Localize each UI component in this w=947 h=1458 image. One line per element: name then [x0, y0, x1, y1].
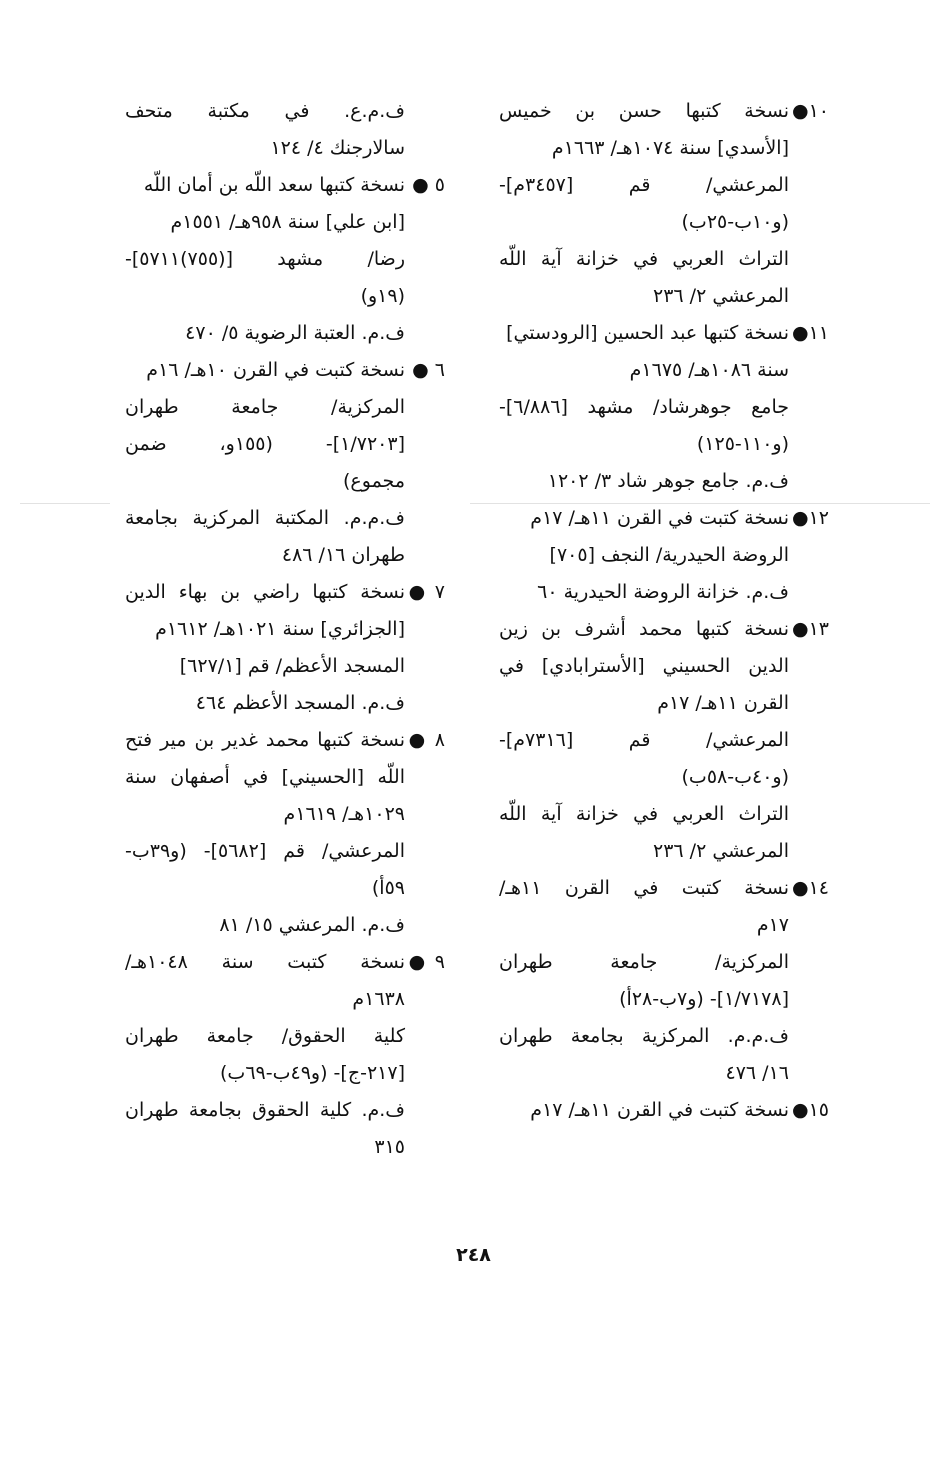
entry-text: مجموع)	[343, 470, 405, 492]
entry-line	[499, 907, 829, 944]
entry-heading-line	[499, 1092, 829, 1129]
page-number: ٢٤٨	[456, 1244, 491, 1266]
left-column	[125, 93, 445, 1166]
entry-line	[125, 500, 445, 537]
entry-line	[125, 648, 445, 685]
entry-text: [ابن علي] سنة ٩٥٨هـ/ ١٥٥١م	[170, 211, 405, 233]
entry-heading-line	[125, 167, 445, 204]
entry-text: نسخة كتبت في القرن ١٠هـ/ ١٦م	[146, 359, 405, 381]
entry-text: (و١٠ب-٢٥ب)	[681, 211, 789, 233]
entry-line	[125, 981, 445, 1018]
entry-line	[125, 389, 445, 426]
entry-heading-line	[125, 574, 445, 611]
entry-line	[499, 426, 829, 463]
entry-line	[499, 833, 829, 870]
entry-text: ١٦/ ٤٧٦	[725, 1062, 789, 1084]
entry-line	[499, 352, 829, 389]
entry-line	[499, 204, 829, 241]
entry-text: ف.م. المرعشي ١٥/ ٨١	[219, 914, 405, 936]
entry-number: ٥ ●	[412, 174, 445, 196]
entry-text: المسجد الأعظم/ قم [٦٢٧/١]	[179, 655, 405, 677]
entry-text: اللّه [الحسيني] في أصفهان سنة	[125, 766, 405, 788]
entry-line	[125, 463, 445, 500]
entry-line	[125, 833, 445, 870]
entry-number: ٧ ●	[405, 581, 445, 603]
entry-text: نسخة كتبها حسن بن خميس	[499, 100, 789, 122]
entry-heading-line	[499, 315, 829, 352]
entry-line	[125, 870, 445, 907]
entry-heading-line	[499, 93, 829, 130]
entry-number: ٩ ●	[405, 951, 445, 973]
entry-line	[499, 981, 829, 1018]
entry-text: [الجزائري] سنة ١٠٢١هـ/ ١٦١٢م	[155, 618, 405, 640]
entry-text: نسخة كتبت في القرن ١١هـ/	[499, 877, 789, 899]
entry-line	[125, 130, 445, 167]
entry-line	[125, 796, 445, 833]
entry-number: ٨ ●	[405, 729, 445, 751]
entry-text: ٣١٥	[374, 1136, 405, 1158]
entry-text: كلية الحقوق/ جامعة طهران	[125, 1025, 405, 1047]
entry-heading-line	[125, 944, 445, 981]
entry-text: المرعشي/ قم [٥٦٨٢]- (و٣٩ب-	[125, 840, 405, 862]
entry-text: المركزية/ جامعة طهران	[125, 396, 405, 418]
entry-text: المرعشي/ قم [٣٤٥٧م]-	[499, 174, 789, 196]
entry-line	[125, 278, 445, 315]
entry-heading-line	[499, 870, 829, 907]
entry-text: ف.م.م. المركزية بجامعة طهران	[499, 1025, 789, 1047]
entry-text: (و٤٠ب-٥٨ب)	[681, 766, 789, 788]
entry-line	[499, 944, 829, 981]
entry-number: ١٠●	[789, 100, 829, 122]
entry-text: ٥٩أ)	[371, 877, 405, 899]
entry-line	[125, 1129, 445, 1166]
entry-line	[125, 426, 445, 463]
entry-text: نسخة كتبت سنة ١٠٤٨هـ/	[125, 951, 405, 973]
entry-text: سنة ١٠٨٦هـ/ ١٦٧٥م	[629, 359, 789, 381]
entry-line	[499, 1055, 829, 1092]
entry-heading-line	[499, 611, 829, 648]
entry-line	[125, 1055, 445, 1092]
faint-scan-rule-left	[20, 503, 110, 504]
entry-text: ف.م. المسجد الأعظم ٤٦٤	[195, 692, 405, 714]
entry-text: التراث العربي في خزانة آية اللّه	[499, 803, 789, 825]
entry-text: طهران ١٦/ ٤٨٦	[281, 544, 405, 566]
entry-line	[125, 537, 445, 574]
entry-text: (١٩و)	[360, 285, 405, 307]
entry-text: جامع جوهرشاد/ مشهد [٦/٨٨٦]-	[499, 396, 789, 418]
entry-text: الدين الحسيني [الأسترابادي] في	[499, 655, 789, 677]
entry-text: المرعشي/ قم [٧٣١٦م]-	[499, 729, 789, 751]
entry-line	[499, 685, 829, 722]
entry-line	[499, 130, 829, 167]
entry-text: نسخة كتبها محمد أشرف بن زين	[499, 618, 789, 640]
entry-text: ف.م. كلية الحقوق بجامعة طهران	[125, 1099, 405, 1121]
entry-text: ف.م.م. المكتبة المركزية بجامعة	[125, 507, 405, 529]
entry-number: ١٤●	[789, 877, 829, 899]
entry-line	[499, 574, 829, 611]
entry-text: [الأسدي] سنة ١٠٧٤هـ/ ١٦٦٣م	[551, 137, 789, 159]
entry-text: المرعشي ٢/ ٢٣٦	[653, 285, 789, 307]
entry-text: نسخة كتبت في القرن ١١هـ/ ١٧م	[530, 1099, 789, 1121]
entry-line	[125, 204, 445, 241]
entry-line	[499, 759, 829, 796]
entry-line	[499, 278, 829, 315]
entry-text: ١٠٢٩هـ/ ١٦١٩م	[283, 803, 405, 825]
entry-number: ٦ ●	[412, 359, 445, 381]
entry-line	[499, 537, 829, 574]
entry-text: ١٦٣٨م	[352, 988, 405, 1010]
entry-line	[125, 93, 445, 130]
entry-text: ف.م.ع. في مكتبة متحف	[125, 100, 405, 122]
entry-number: ١٢●	[791, 507, 829, 529]
entry-line	[499, 796, 829, 833]
entry-heading-line	[125, 722, 445, 759]
entry-text: نسخة كتبت في القرن ١١هـ/ ١٧م	[530, 507, 789, 529]
entry-line	[125, 1092, 445, 1129]
entry-line	[499, 463, 829, 500]
entry-line	[499, 167, 829, 204]
entry-text: التراث العربي في خزانة آية اللّه	[499, 248, 789, 270]
entry-line	[499, 648, 829, 685]
entry-text: نسخة كتبها راضي بن بهاء الدين	[125, 581, 405, 603]
entry-text: القرن ١١هـ/ ١٧م	[657, 692, 789, 714]
entry-line	[125, 241, 445, 278]
entry-text: ١٧م	[756, 914, 789, 936]
entry-text: المرعشي ٢/ ٢٣٦	[653, 840, 789, 862]
entry-text: نسخة كتبها محمد غدير بن مير فتح	[125, 729, 405, 751]
entry-text: ف.م. العتبة الرضوية ٥/ ٤٧٠	[185, 322, 405, 344]
entry-line	[499, 1018, 829, 1055]
right-column	[499, 93, 829, 1129]
entry-text: نسخة كتبها عبد الحسين [الرودستي]	[506, 322, 789, 344]
entry-heading-line	[125, 352, 445, 389]
entry-heading-line	[499, 500, 829, 537]
entry-line	[125, 759, 445, 796]
entry-line	[125, 315, 445, 352]
entry-text: ف.م. خزانة الروضة الحيدرية ٦٠	[537, 581, 789, 603]
entry-number: ١١●	[791, 322, 829, 344]
entry-text: [١/٧١٧٨]- (و٧ب-٢٨أ)	[619, 988, 789, 1010]
entry-text: الروضة الحيدرية/ النجف [٧٠٥]	[549, 544, 789, 566]
entry-line	[499, 722, 829, 759]
entry-text: (و١١٠-١٢٥)	[696, 433, 789, 455]
entry-line	[125, 907, 445, 944]
entry-text: ف.م. جامع جوهر شاد ٣/ ١٢٠٢	[547, 470, 789, 492]
entry-text: [٢١٧-ج]- (و٤٩ب-٦٩ب)	[220, 1062, 405, 1084]
entry-line	[125, 1018, 445, 1055]
entry-text: سالارجنك ٤/ ١٢٤	[270, 137, 405, 159]
entry-text: رضا/ مشهد [(٧٥٥)٥٧١١]-	[125, 248, 405, 270]
entry-line	[125, 611, 445, 648]
entry-number: ١٥●	[791, 1099, 829, 1121]
entry-number: ١٣●	[789, 618, 829, 640]
entry-text: نسخة كتبها سعد اللّه بن أمان اللّه	[143, 174, 405, 196]
entry-line	[499, 241, 829, 278]
entry-line	[125, 685, 445, 722]
entry-line	[499, 389, 829, 426]
entry-text: [١/٧٢٠٣]- (١٥٥و، ضمن	[125, 433, 405, 455]
entry-text: المركزية/ جامعة طهران	[499, 951, 789, 973]
